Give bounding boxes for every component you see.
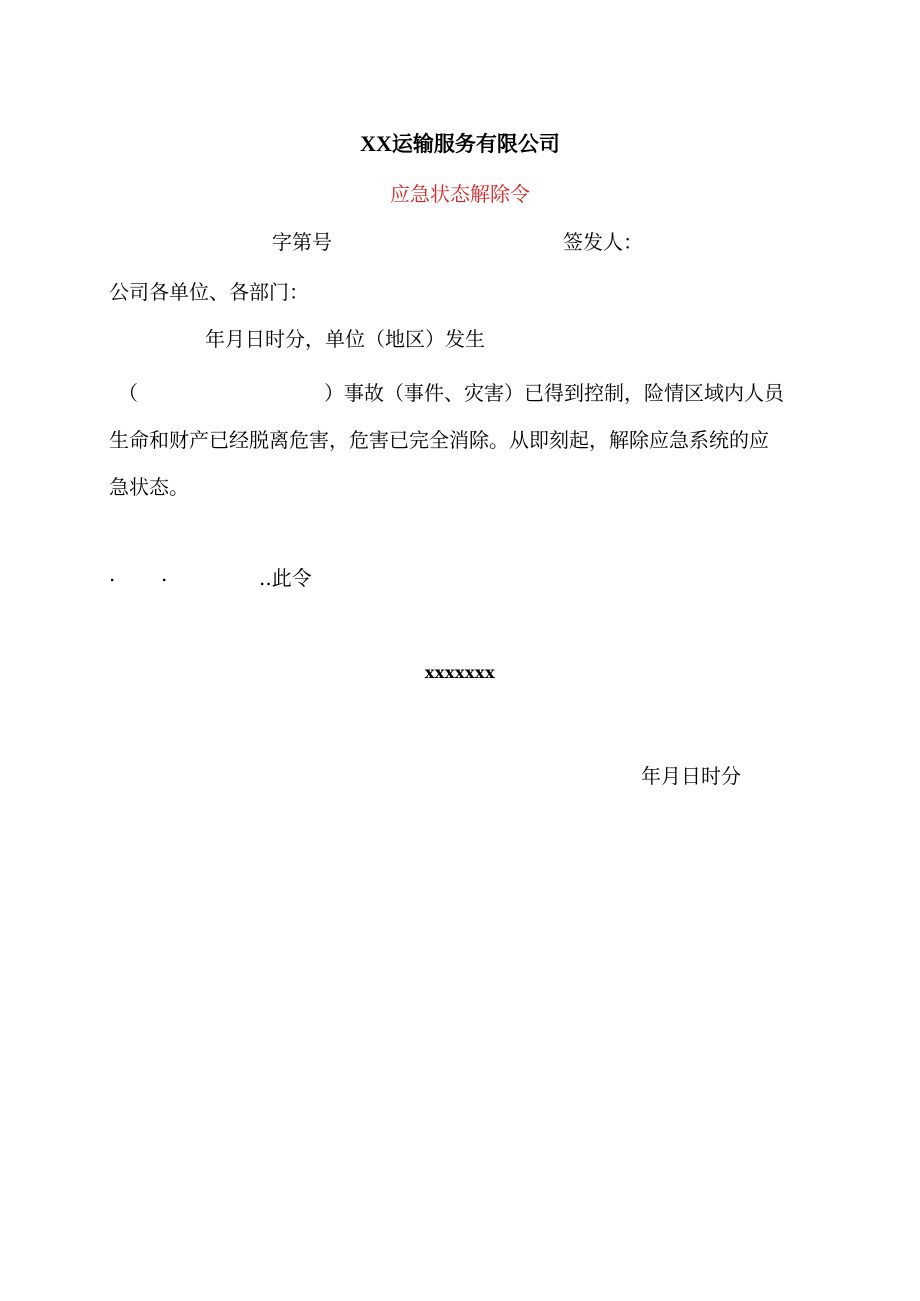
body-line-3: 生命和财产已经脱离危害，危害已完全消除。从即刻起，解除应急系统的应	[109, 428, 769, 452]
company-prefix: XX	[360, 131, 392, 156]
closing-dot-1: .	[109, 562, 116, 586]
company-title	[0, 128, 920, 158]
paren-open: （	[118, 381, 138, 405]
body-line-4: 急状态。	[109, 475, 189, 499]
doc-number-label: 字第号	[272, 230, 332, 254]
body-line-2-text: ）事故（事件、灾害）已得到控制，险情区域内人员	[324, 381, 784, 405]
body-line-1: 年月日时分，单位（地区）发生	[205, 327, 485, 351]
signature: xxxxxxx	[424, 663, 496, 682]
sign-date: 年月日时分	[641, 764, 741, 788]
order-title: 应急状态解除令	[390, 182, 530, 206]
closing-text: ..此令	[259, 566, 312, 590]
body-paragraph	[109, 370, 821, 511]
issuer-label: 签发人：	[563, 230, 643, 254]
body-line-2	[109, 370, 821, 417]
closing-dot-2: .	[161, 562, 168, 586]
salutation: 公司各单位、各部门：	[109, 280, 309, 304]
company-name: 运输服务有限公司	[391, 132, 560, 156]
